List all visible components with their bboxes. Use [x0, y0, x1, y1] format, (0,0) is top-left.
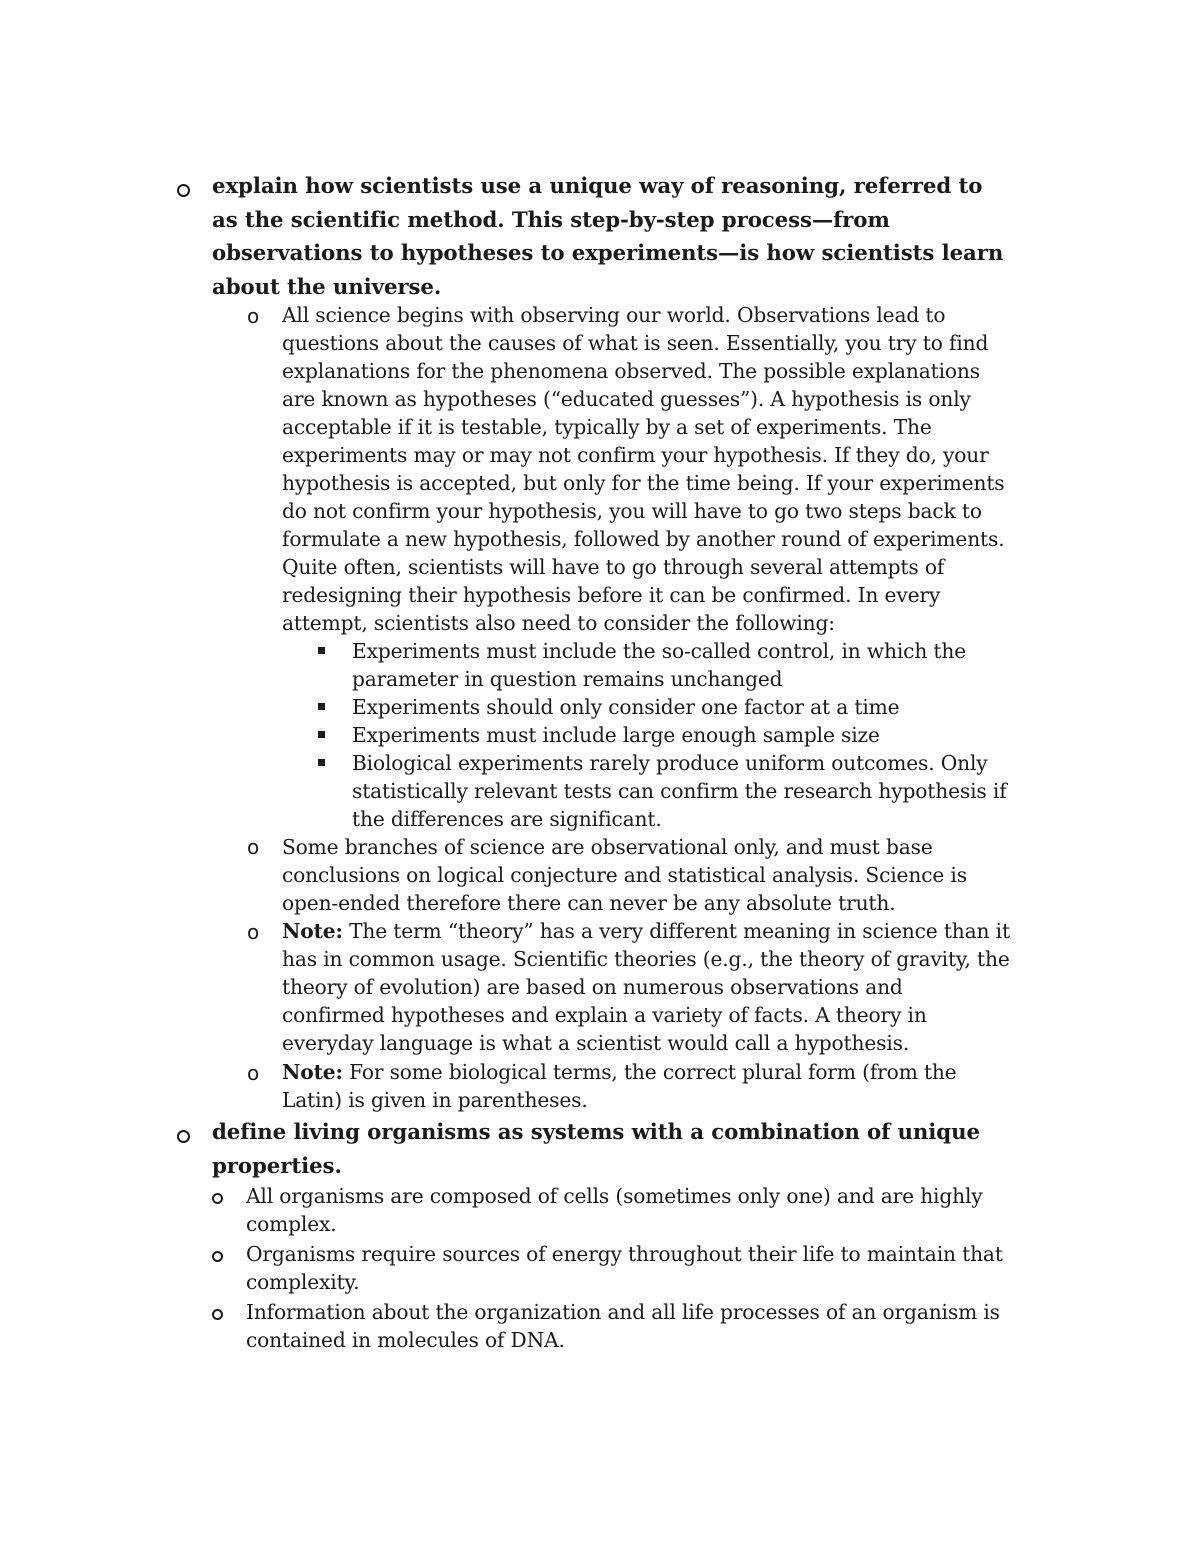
circle-bullet-icon: o — [247, 1061, 260, 1085]
objective-heading-2: define living organisms as systems with a combination of unique properties. — [212, 1120, 980, 1179]
organism-property-item: Organisms require sources of energy throughout their life to maintain that complexity. — [246, 1242, 1003, 1294]
consideration-item: Experiments must include the so-called control, in which the parameter in question remains unchanged — [352, 639, 967, 691]
organism-property-item: Information about the organization and all life processes of an organism is contained in molecules of DNA. — [246, 1300, 1000, 1352]
note-label: Note: — [282, 1060, 343, 1084]
objective-heading-1: explain how scientists use a unique way of reasoning, referred to as the scientific method. This step-by-step process—from observations to hypotheses to experiments—is how scientists learn about the universe. — [212, 174, 1004, 300]
consideration-item: Experiments should only consider one factor at a time — [352, 695, 900, 719]
note-label: Note: — [282, 919, 343, 943]
hollow-circle-bullet-icon — [212, 1193, 223, 1204]
square-bullet-icon — [318, 759, 325, 766]
circle-bullet-icon: o — [247, 835, 260, 859]
square-bullet-icon — [318, 731, 325, 738]
circle-bullet-icon: o — [247, 304, 260, 328]
circle-bullet-icon: o — [247, 920, 260, 944]
consideration-item: Experiments must include large enough sample size — [352, 723, 880, 747]
scientific-method-paragraph: All science begins with observing our world. Observations lead to questions about the causes of what is seen. Essentially, you try to find explanations for the phenomena observed. The possible explanations are known as hypotheses (“educated guesses”). A hypothesis is only acceptable if it is testable, typically by a set of experiments. The experiments may or may not confirm your hypothesis. If they do, your hypothesis is accepted, but only for the time being. If your experiments do not confirm your hypothesis, you will have to go two steps back to formulate a new hypothesis, followed by another round of experiments. Quite often, scientists will have to go through several attempts of redesigning their hypothesis before it can be confirmed. In every attempt, scientists also need to consider the following: — [282, 303, 1005, 635]
hollow-circle-bullet-icon — [212, 1251, 223, 1262]
theory-note-paragraph: Note: The term “theory” has a very different meaning in science than it has in common usage. Scientific theories (e.g., the theory of gravity, the theory of evolution) are based on numerous observations and confirmed hypotheses and explain a variety of facts. A theory in everyday language is what a scientist would call a hypothesis. — [282, 919, 1010, 1055]
square-bullet-icon — [318, 703, 325, 710]
hollow-circle-bullet-icon — [212, 1309, 223, 1320]
observational-science-paragraph: Some branches of science are observational only, and must base conclusions on logical conjecture and statistical analysis. Science is open-ended therefore there can never be any absolute truth. — [282, 835, 967, 915]
organism-property-item: All organisms are composed of cells (sometimes only one) and are highly complex. — [246, 1184, 983, 1236]
consideration-item: Biological experiments rarely produce uniform outcomes. Only statistically relevant tests can confirm the research hypothesis if the differences are significant. — [352, 751, 1007, 831]
hollow-circle-bullet-icon — [177, 1130, 190, 1143]
hollow-circle-bullet-icon — [177, 184, 190, 197]
square-bullet-icon — [318, 647, 325, 654]
plural-note-paragraph: Note: For some biological terms, the correct plural form (from the Latin) is given in parentheses. — [282, 1060, 957, 1112]
